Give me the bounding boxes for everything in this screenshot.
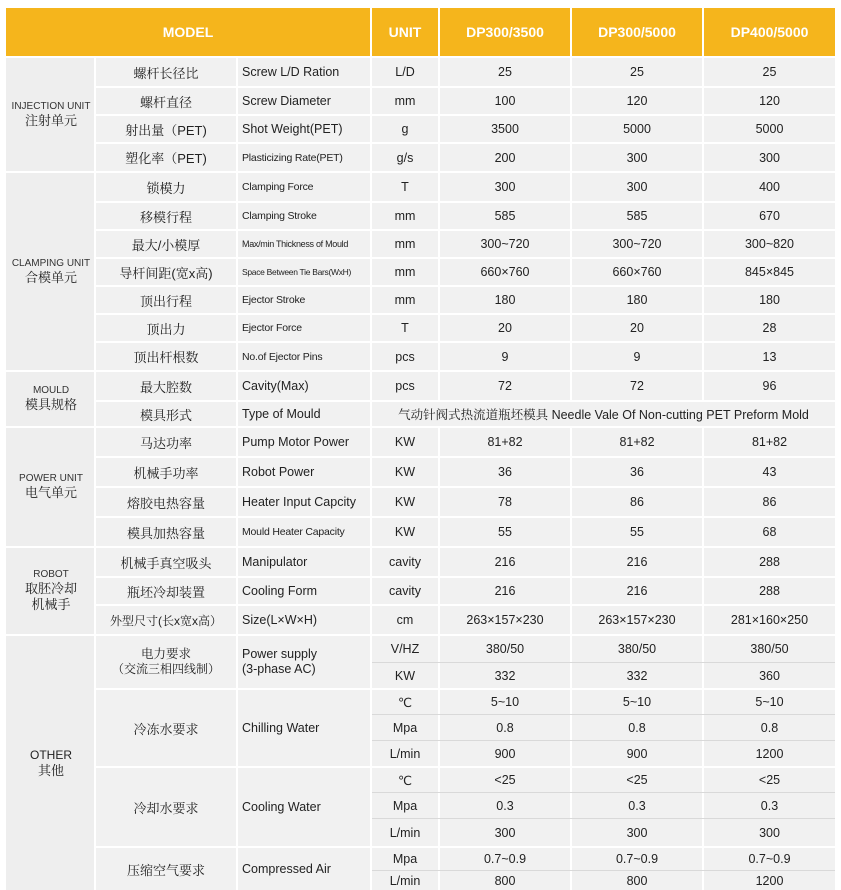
sub-value: 300 (626, 825, 648, 840)
row-value: 81+82 (619, 435, 655, 449)
row-value: 300 (494, 180, 516, 194)
row-value: 81+82 (751, 435, 788, 449)
cooling-water-en: Cooling Water (242, 800, 321, 814)
sub-value: 900 (494, 746, 516, 761)
row-label-en: Robot Power (242, 465, 315, 479)
sub-value: 0.8 (628, 720, 646, 735)
row-value: 300 (626, 180, 648, 194)
group-mould (6, 372, 96, 426)
row-value: 3500 (491, 122, 519, 136)
row-label-zh: 最大/小模厚 (131, 237, 201, 253)
sub-value: 5~10 (622, 695, 652, 709)
row-label-en: Cooling Form (242, 584, 318, 598)
group-robot-en: ROBOT (33, 569, 69, 580)
header-model-1 (440, 8, 570, 56)
row-value: 120 (626, 94, 648, 108)
row-label-en: Plasticizing Rate(PET) (242, 151, 343, 164)
row-value: 263×157×230 (466, 613, 544, 627)
row-label-en: Clamping Force (242, 181, 314, 193)
group-clamping-zh: 合模单元 (24, 269, 77, 285)
row-label-zh: 塑化率（PET) (125, 151, 207, 166)
row-value: 55 (630, 525, 644, 539)
row-value: 5000 (623, 122, 651, 136)
row-value: 288 (759, 584, 780, 598)
row-label-en: Type of Mould (242, 407, 321, 421)
row-value: 28 (762, 321, 777, 335)
row-label-en: Mould Heater Capacity (242, 526, 345, 538)
row-label-zh: 马达功率 (139, 435, 192, 451)
row-value: 585 (494, 209, 516, 223)
chilling-water-en: Chilling Water (242, 721, 320, 735)
sub-value: 0.3 (760, 798, 779, 813)
row-label-zh: 机械手功率 (133, 465, 199, 481)
sub-value: 300 (494, 825, 516, 840)
row-label-en: Clamping Stroke (242, 210, 317, 222)
group-clamping-en: CLAMPING UNIT (11, 257, 91, 269)
row-label-en: Pump Motor Power (242, 435, 349, 449)
group-mould-zh: 模具规格 (24, 397, 77, 412)
sub-unit: KW (394, 668, 416, 683)
group-robot-zh2: 机械手 (31, 597, 71, 612)
row-label-en: Shot Weight(PET) (242, 122, 343, 136)
row-value: 300~720 (480, 237, 530, 251)
row-unit: g/s (396, 150, 414, 165)
sub-value: 0.3 (496, 798, 514, 813)
sub-value: 800 (494, 873, 516, 888)
row-value: 180 (626, 293, 648, 307)
row-label-en: Ejector Force (242, 322, 302, 334)
group-clamping-unit (6, 173, 96, 370)
row-value: 96 (762, 379, 777, 393)
sub-value: <25 (494, 773, 516, 787)
row-value: 585 (626, 209, 648, 223)
row-value: 216 (494, 555, 516, 569)
row-unit: cavity (389, 555, 421, 569)
group-injection-unit (6, 58, 96, 171)
row-value: 300 (626, 150, 648, 165)
row-label-zh: 螺杆直径 (139, 94, 192, 110)
sub-value: 332 (494, 668, 516, 683)
row-value: 120 (759, 94, 780, 108)
row-label-en: Screw Diameter (242, 94, 331, 108)
row-label-en: Manipulator (242, 555, 308, 569)
sub-unit: Mpa (392, 852, 418, 866)
row-value: 216 (626, 555, 648, 569)
row-value: 300 (759, 150, 780, 165)
row-value: 216 (626, 584, 648, 598)
sub-value: 0.7~0.9 (615, 852, 659, 866)
row-value: 9 (633, 349, 641, 364)
sub-unit: Mpa (392, 798, 418, 813)
row-label-en: Heater Input Capcity (242, 495, 356, 509)
row-value: 20 (498, 321, 512, 335)
header-model (6, 8, 370, 56)
mould-type-value: 气动针阀式热流道瓶坯模具 Needle Vale Of Non-cutting PET Preform Mold (398, 408, 809, 422)
header-unit-label: UNIT (388, 24, 422, 40)
row-unit: mm (394, 237, 416, 251)
row-value: 300~720 (612, 237, 662, 251)
group-power-unit (6, 428, 96, 546)
chilling-water-zh: 冷冻水要求 (133, 721, 199, 737)
row-value: 200 (494, 150, 516, 165)
row-value: 300~820 (744, 237, 794, 251)
power-supply-en: Power supply (242, 647, 318, 661)
sub-value: 5~10 (755, 695, 784, 709)
row-unit: KW (394, 525, 416, 539)
row-value: 72 (498, 379, 512, 393)
sub-value: <25 (626, 773, 648, 787)
sub-unit: L/min (389, 746, 421, 761)
group-mould-en: MOULD (32, 385, 70, 396)
group-robot (6, 548, 96, 634)
power-supply-label-en (242, 636, 366, 688)
row-value: 20 (630, 321, 644, 335)
sub-unit: L/min (389, 825, 421, 840)
sub-value: 380/50 (485, 642, 525, 656)
sub-unit: ℃ (397, 773, 413, 788)
sub-value: 0.7~0.9 (483, 852, 527, 866)
header-model-label: MODEL (162, 24, 214, 40)
sub-value: 5~10 (490, 695, 520, 709)
row-unit: mm (394, 265, 416, 279)
group-other (6, 636, 96, 890)
row-value: 180 (494, 293, 516, 307)
row-label-en: No.of Ejector Pins (242, 350, 323, 363)
power-supply-zh2: （交流三相四线制） (111, 662, 220, 676)
sub-value: 1200 (755, 746, 784, 761)
row-label-zh: 顶出力 (146, 321, 186, 337)
row-unit: cavity (389, 584, 421, 598)
row-label-en: Screw L/D Ration (242, 65, 340, 79)
sub-value: 0.8 (496, 720, 514, 735)
group-robot-zh: 取胚冷却 (24, 581, 77, 596)
sub-value: 300 (759, 825, 780, 840)
row-label-en: Size(L×W×H) (242, 613, 318, 627)
sub-unit: L/min (389, 873, 421, 888)
sub-value: 0.3 (628, 798, 646, 813)
sub-value: 1200 (755, 873, 784, 888)
compressed-air-en: Compressed Air (242, 862, 331, 876)
row-unit: KW (394, 465, 416, 479)
row-value: 400 (759, 180, 780, 194)
row-value: 68 (762, 525, 777, 539)
row-label-zh: 模具加热容量 (126, 525, 205, 541)
row-label-en: Ejector Stroke (242, 294, 306, 306)
row-value: 263×157×230 (598, 613, 676, 627)
group-other-en: OTHER (30, 748, 72, 762)
row-value: 281×160×250 (730, 613, 809, 627)
sub-value: 0.8 (760, 720, 779, 735)
row-value: 36 (498, 465, 512, 479)
row-value: 100 (494, 94, 516, 108)
row-label-zh: 机械手真空吸头 (120, 555, 212, 571)
row-value: 86 (630, 495, 644, 509)
row-label-en: Cavity(Max) (242, 379, 309, 393)
row-value: 55 (498, 525, 512, 539)
sub-value: 380/50 (617, 642, 657, 656)
row-label-zh: 锁模力 (146, 180, 186, 196)
row-unit: cm (396, 613, 414, 627)
compressed-air-zh: 压缩空气要求 (126, 862, 205, 878)
row-value: 180 (759, 293, 780, 307)
row-label-zh: 最大腔数 (139, 379, 192, 395)
row-unit: T (401, 180, 409, 194)
row-value: 288 (759, 555, 780, 569)
group-other-zh: 其他 (37, 763, 64, 778)
power-supply-label-zh (96, 636, 236, 688)
sub-value: 380/50 (750, 642, 789, 656)
row-label-en: Space Between Tie Bars(WxH) (242, 267, 352, 277)
row-value: 670 (759, 209, 780, 223)
sub-value: 900 (626, 746, 648, 761)
row-label-zh: 顶出杆根数 (133, 350, 199, 365)
row-value: 86 (762, 495, 777, 509)
group-power-zh: 电气单元 (24, 485, 77, 500)
row-value: 36 (630, 465, 644, 479)
row-unit: mm (394, 94, 416, 108)
row-label-zh: 导杆间距(宽x高) (119, 265, 213, 281)
row-unit: g (401, 122, 409, 136)
header-model-1-label: DP300/3500 (466, 24, 544, 40)
row-value: 845×845 (744, 265, 794, 279)
row-value: 72 (630, 379, 644, 393)
power-supply-zh: 电力要求 (140, 647, 191, 661)
sub-value: <25 (758, 773, 781, 787)
row-unit: KW (394, 495, 416, 509)
row-value: 9 (501, 349, 509, 364)
sub-value: 360 (759, 668, 780, 683)
sub-value: 332 (626, 668, 648, 683)
row-value: 78 (498, 495, 512, 509)
row-label-zh: 顶出行程 (139, 293, 192, 309)
row-label-zh: 熔胶电热容量 (126, 495, 205, 511)
row-unit: L/D (395, 65, 415, 79)
spec-table (6, 8, 835, 890)
row-value: 25 (630, 65, 644, 79)
row-value: 5000 (755, 122, 784, 136)
row-value: 13 (762, 349, 777, 364)
row-value: 660×760 (612, 265, 662, 279)
group-power-en: POWER UNIT (19, 473, 83, 484)
row-label-zh: 模具形式 (139, 407, 192, 423)
header-unit (372, 8, 438, 56)
row-value: 660×760 (480, 265, 530, 279)
row-unit: T (401, 321, 409, 335)
row-unit: pcs (395, 349, 415, 364)
header-model-2-label: DP300/5000 (598, 24, 676, 40)
sub-unit: ℃ (397, 695, 413, 710)
row-unit: mm (394, 293, 416, 307)
row-value: 216 (494, 584, 516, 598)
group-injection-en: INJECTION UNIT (11, 100, 91, 112)
row-unit: KW (394, 435, 416, 449)
row-label-en: Max/min Thickness of Mould (242, 239, 349, 249)
sub-unit: V/HZ (390, 642, 420, 656)
row-value: 43 (762, 465, 777, 479)
sub-value: 800 (626, 873, 648, 888)
power-supply-en2: (3-phase AC) (242, 662, 316, 676)
row-label-zh: 外型尺寸(长x宽x高） (110, 613, 222, 628)
row-value: 81+82 (487, 435, 523, 449)
header-model-3-label: DP400/5000 (730, 24, 809, 40)
row-label-zh: 射出量（PET) (125, 122, 207, 138)
header-model-2 (572, 8, 702, 56)
row-label-zh: 瓶坯冷却装置 (126, 584, 205, 600)
row-label-zh: 螺杆长径比 (133, 65, 199, 81)
row-value: 25 (762, 65, 777, 79)
row-unit: mm (394, 209, 416, 223)
row-value: 25 (498, 65, 512, 79)
sub-value: 0.7~0.9 (748, 852, 791, 866)
row-label-zh: 移模行程 (139, 209, 192, 225)
sub-unit: Mpa (392, 720, 418, 735)
group-injection-zh: 注射单元 (24, 112, 77, 128)
cooling-water-zh: 冷却水要求 (133, 800, 199, 816)
row-unit: pcs (395, 379, 415, 393)
header-model-3 (704, 8, 835, 56)
